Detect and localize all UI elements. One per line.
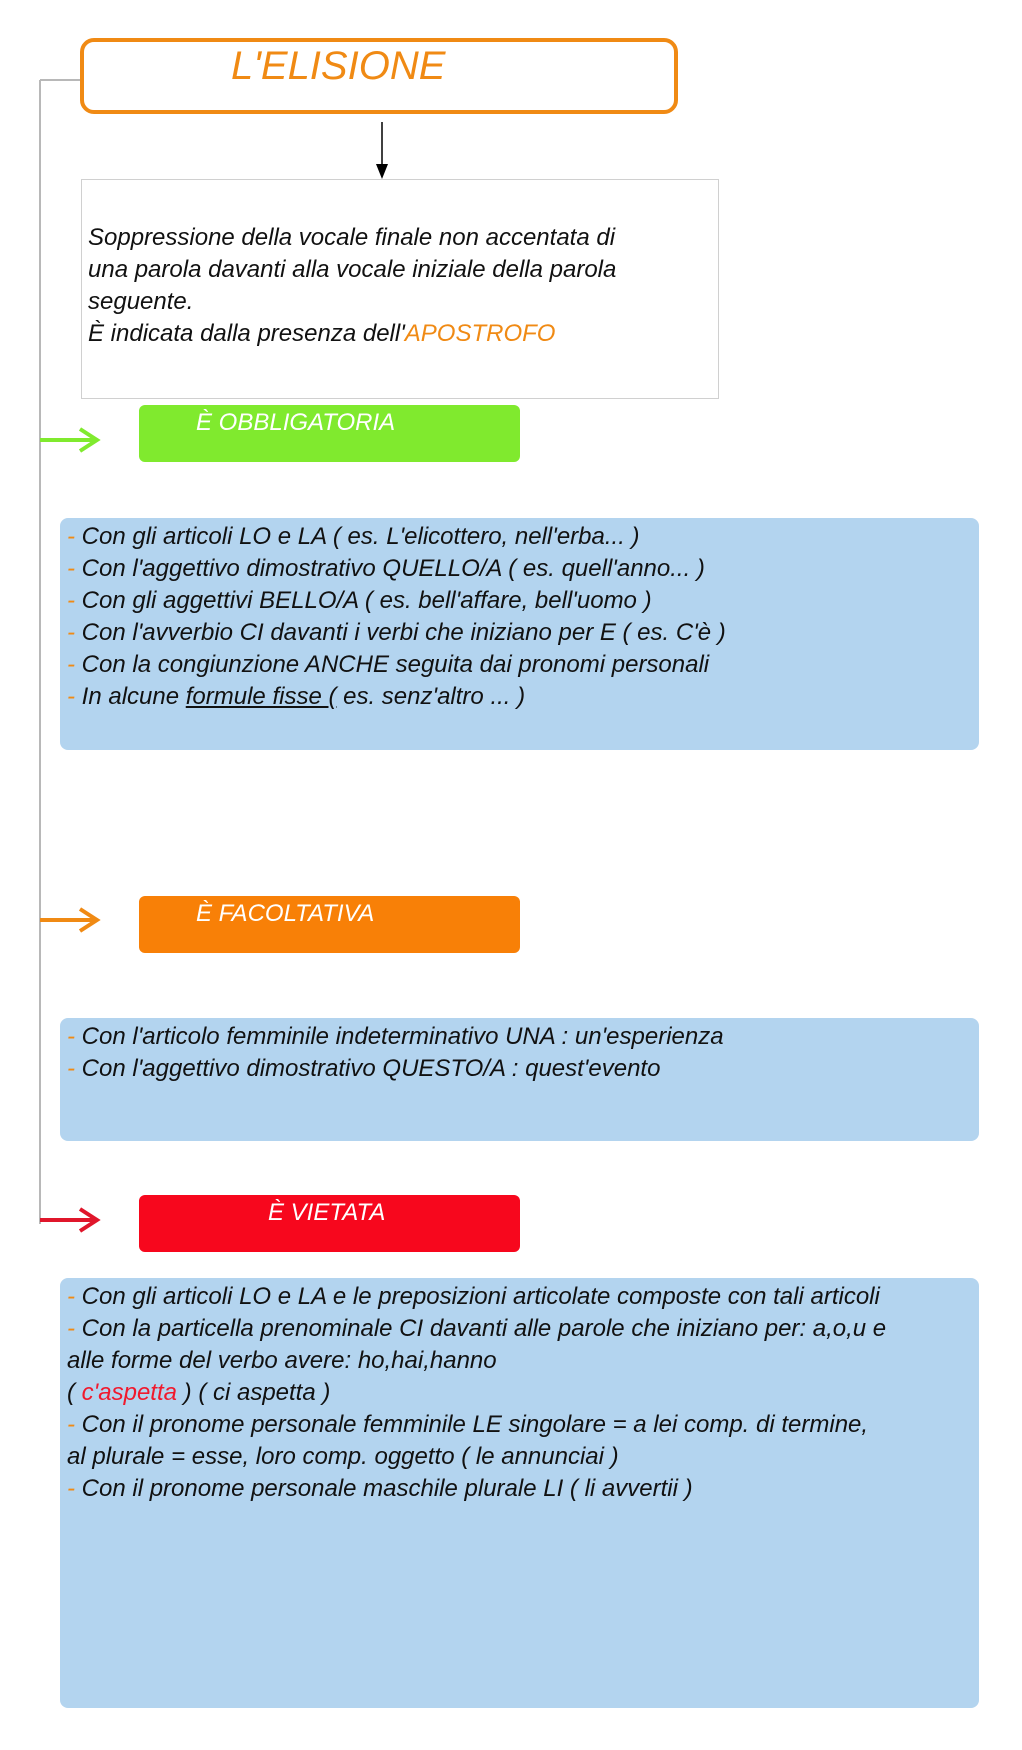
formule-fisse-underlined: formule fisse ( [185, 683, 337, 710]
title: L'ELISIONE [231, 44, 446, 88]
apostrofo-highlight: APOSTROFO [404, 320, 556, 347]
vietata-item-3-line-1 [67, 1409, 973, 1441]
obbligatoria-item-5-text: Con la congiunzione ANCHE seguita dai pronomi personali [75, 651, 710, 678]
down-arrow-head [376, 164, 388, 179]
obbligatoria-label-box [139, 405, 520, 462]
facoltativa-item-2 [67, 1053, 973, 1085]
vietata-item-2-line-1-text: Con la particella prenominale CI davanti alle parole che iniziano per: a,o,u e [75, 1315, 887, 1342]
definition-line-1: Soppressione della vocale finale non accentata di [88, 224, 616, 251]
paren-open: ( [67, 1379, 82, 1406]
vietata-label-box [139, 1195, 520, 1252]
vietata-label: È VIETATA [268, 1199, 386, 1226]
obbligatoria-item-6-prefix: In alcune [75, 683, 186, 710]
obbligatoria-item-4 [67, 617, 973, 649]
obbligatoria-label: È OBBLIGATORIA [196, 409, 396, 436]
red-arrow-icon [40, 1209, 97, 1231]
definition-line-4 [88, 318, 708, 350]
title-box [80, 38, 678, 114]
obbligatoria-item-1-text: Con gli articoli LO e LA ( es. L'elicottero, nell'erba... ) [75, 523, 640, 550]
dash-marker: - [67, 619, 75, 646]
dash-marker: - [67, 1023, 75, 1050]
vietata-item-2-line-2: alle forme del verbo avere: ho,hai,hanno [67, 1347, 497, 1374]
definition-box [81, 179, 719, 399]
definition-text [88, 222, 708, 350]
green-arrow-icon [40, 429, 97, 451]
definition-line-3: seguente. [88, 288, 194, 315]
dash-marker: - [67, 1283, 75, 1310]
dash-marker: - [67, 1475, 75, 1502]
obbligatoria-item-6 [67, 681, 973, 713]
obbligatoria-item-2 [67, 553, 973, 585]
dash-marker: - [67, 523, 75, 550]
vietata-item-1 [67, 1281, 973, 1313]
orange-arrow-icon [40, 909, 97, 931]
vietata-rules-box [60, 1278, 979, 1708]
vietata-item-2-line-3 [67, 1377, 973, 1409]
obbligatoria-item-2-text: Con l'aggettivo dimostrativo QUELLO/A ( es. quell'anno... ) [75, 555, 705, 582]
definition-line-2: una parola davanti alla vocale iniziale della parola [88, 256, 617, 283]
obbligatoria-rules-box [60, 518, 979, 750]
ci-aspetta-example: ) ( ci aspetta ) [176, 1379, 331, 1406]
dash-marker: - [67, 651, 75, 678]
dash-marker: - [67, 1055, 75, 1082]
caspetta-red-example: c'aspetta [81, 1379, 177, 1406]
obbligatoria-item-5 [67, 649, 973, 681]
dash-marker: - [67, 587, 75, 614]
obbligatoria-item-1 [67, 521, 973, 553]
vietata-item-3-line-2: al plurale = esse, loro comp. oggetto ( le annunciai ) [67, 1443, 619, 1470]
definition-line-4-prefix: È indicata dalla presenza dell' [88, 320, 405, 347]
vietata-item-4-text: Con il pronome personale maschile plurale LI ( li avvertii ) [75, 1475, 693, 1502]
facoltativa-label: È FACOLTATIVA [196, 900, 375, 927]
vietata-item-3-line-1-text: Con il pronome personale femminile LE singolare = a lei comp. di termine, [75, 1411, 869, 1438]
dash-marker: - [67, 1315, 75, 1342]
vietata-item-1-text: Con gli articoli LO e LA e le preposizioni articolate composte con tali articoli [75, 1283, 880, 1310]
facoltativa-label-box [139, 896, 520, 953]
dash-marker: - [67, 1411, 75, 1438]
obbligatoria-item-3-text: Con gli aggettivi BELLO/A ( es. bell'affare, bell'uomo ) [75, 587, 652, 614]
facoltativa-item-2-text: Con l'aggettivo dimostrativo QUESTO/A : quest'evento [75, 1055, 661, 1082]
facoltativa-item-1 [67, 1021, 973, 1053]
obbligatoria-item-4-text: Con l'avverbio CI davanti i verbi che iniziano per E ( es. C'è ) [75, 619, 726, 646]
obbligatoria-item-3 [67, 585, 973, 617]
vietata-item-2-line-1 [67, 1313, 973, 1345]
dash-marker: - [67, 555, 75, 582]
facoltativa-rules-box [60, 1018, 979, 1141]
obbligatoria-item-6-suffix: es. senz'altro ... ) [336, 683, 526, 710]
vietata-item-4 [67, 1473, 973, 1505]
dash-marker: - [67, 683, 75, 710]
facoltativa-item-1-text: Con l'articolo femminile indeterminativo UNA : un'esperienza [75, 1023, 724, 1050]
